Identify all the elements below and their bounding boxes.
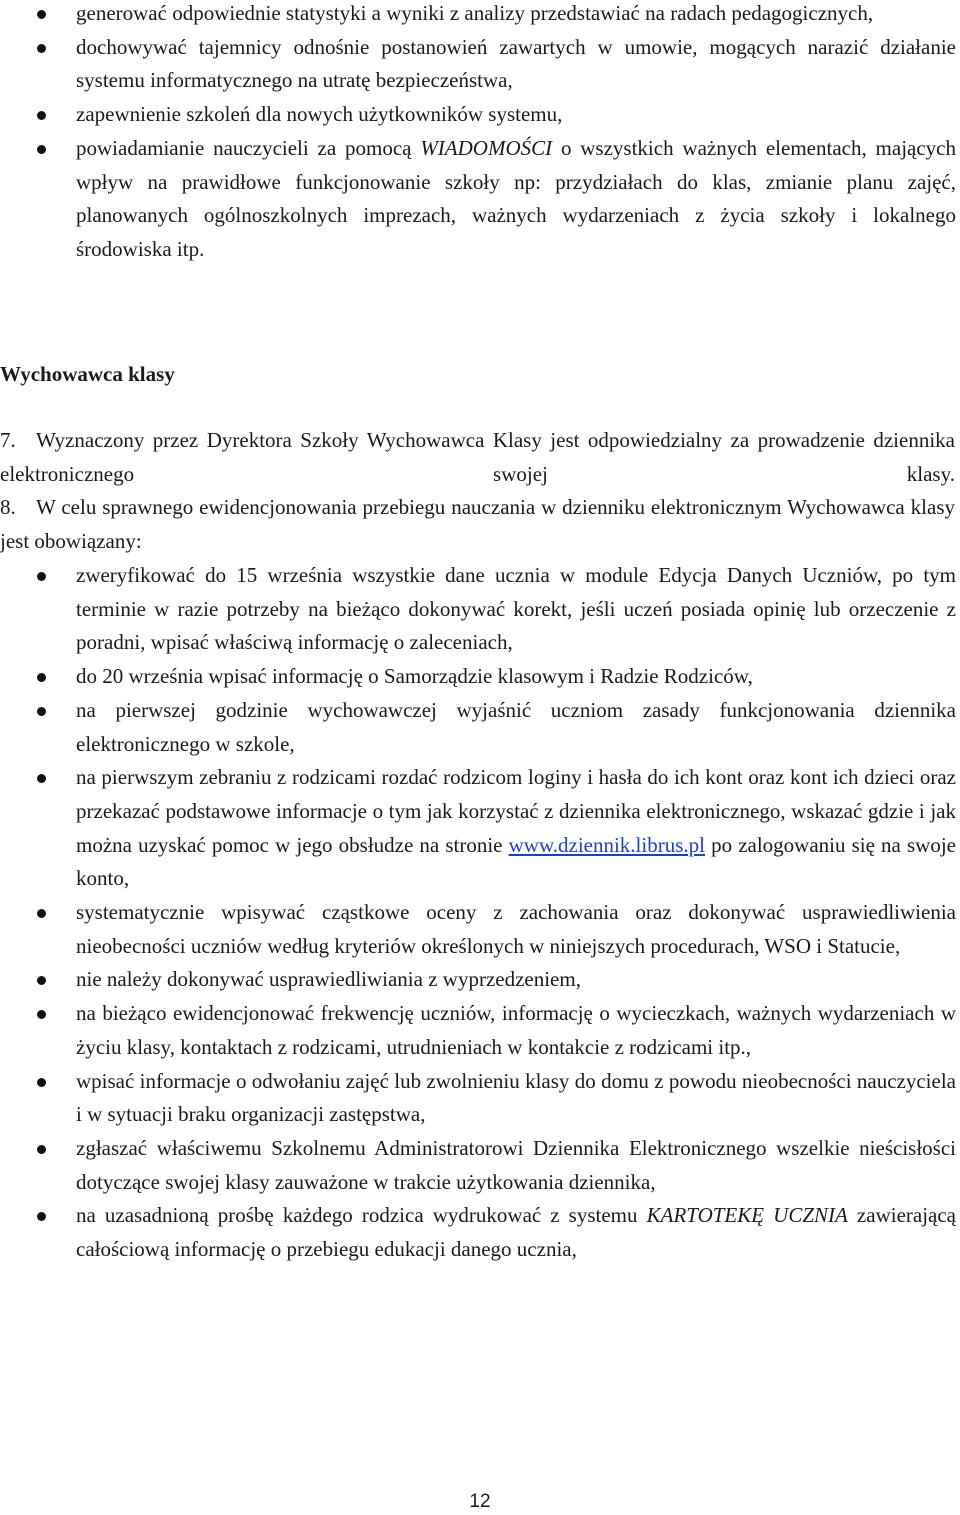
numbered-points [0, 424, 960, 558]
list-item-text: dochowywać tajemnicy odnośnie postanowień zawartych w umowie, mogących narazić działanie systemu informatycznego na utratę bezpieczeństwa, [76, 34, 956, 93]
list-item-text: wpisać informacje o odwołaniu zajęć lub zwolnieniu klasy do domu z powodu nieobecności nauczyciela i w sytuacji braku organizacji zastępstwa, [76, 1068, 956, 1127]
list-item-text: na pierwszej godzinie wychowawczej wyjaśnić uczniom zasady funkcjonowania dziennika elektronicznego w szkole, [76, 697, 956, 756]
bullet-icon [37, 111, 46, 120]
bullet-icon [37, 1010, 46, 1019]
list-item-text: generować odpowiednie statystyki a wyniki z analizy przedstawiać na radach pedagogicznych, [76, 1, 874, 25]
list-item [0, 1199, 960, 1266]
bullet-icon [37, 10, 46, 19]
list-item [0, 1065, 960, 1132]
bullet-icon [37, 44, 46, 53]
list-item-text: do 20 września wpisać informację o Samorządzie klasowym i Radzie Rodziców, [76, 664, 753, 689]
list-item [0, 896, 960, 963]
list-item [0, 660, 960, 694]
list-item-text: nie należy dokonywać usprawiedliwiania z wyprzedzeniem, [76, 967, 581, 992]
point-text: W celu sprawnego ewidencjonowania przebiegu nauczania w dzienniku elektronicznym Wychowawca klasy jest obowiązany: [0, 495, 955, 553]
list-item-text: na uzasadnioną prośbę każdego rodzica wydrukować z systemu KARTOTEKĘ UCZNIA zawierającą całościową informację o przebiegu edukacji danego ucznia, [76, 1203, 956, 1262]
bullet-icon [37, 1212, 46, 1221]
point-number: 7. [0, 428, 16, 452]
bullet-icon [37, 673, 46, 682]
list-item-text: na pierwszym zebraniu z rodzicami rozdać rodzicom loginy i hasła do ich kont oraz kont ich dzieci oraz przekazać podstawowe informacje o tym jak korzystać z dziennika elektronicznego, wskazać gdzie i jak można uzyskać pomoc w jego obsłudze na stronie www.dziennik.librus.pl po zalogowaniu się na swoje konto, [76, 765, 956, 891]
list-item [0, 559, 960, 660]
bullet-list-homeroom-teacher-duties [0, 559, 960, 1267]
emphasis-text: KARTOTEKĘ UCZNIA [646, 1203, 848, 1228]
bullet-icon [37, 145, 46, 154]
section-heading: Wychowawca klasy [0, 362, 175, 386]
list-item-text: systematycznie wpisywać cząstkowe oceny z zachowania oraz dokonywać usprawiedliwienia nieobecności uczniów według kryteriów określonych w niniejszych procedurach, WSO i Statucie, [76, 900, 956, 958]
list-item [0, 98, 960, 132]
list-item [0, 132, 960, 267]
point-8 [0, 491, 960, 558]
page-number: 12 [469, 1491, 491, 1512]
list-item [0, 761, 960, 896]
bullet-icon [37, 572, 46, 581]
list-item-text: zweryfikować do 15 września wszystkie dane ucznia w module Edycja Danych Uczniów, po tym terminie w razie potrzeby na bieżąco dokonywać korekt, jeśli uczeń posiada opinię lub orzeczenie z poradni, wpisać właściwą informację o zaleceniach, [76, 563, 956, 655]
bullet-icon [37, 1078, 46, 1087]
list-item [0, 1132, 960, 1199]
list-item [0, 0, 960, 31]
list-item [0, 694, 960, 761]
website-link[interactable]: www.dziennik.librus.pl [508, 832, 705, 857]
list-item-text: na bieżąco ewidencjonować frekwencję uczniów, informację o wycieczkach, ważnych wydarzeniach w życiu klasy, kontaktach z rodzicami, utrudnieniach w kontakcie z rodzicami itp., [76, 1001, 956, 1059]
list-item-text: powiadamianie nauczycieli za pomocą WIADOMOŚCI o wszystkich ważnych elementach, mających wpływ na prawidłowe funkcjonowanie szkoły np: przydziałach do klas, zmianie planu zajęć, planowanych ogólnoszkolnych imprezach, ważnych wydarzeniach z życia szkoły i lokalnego środowiska itp. [76, 135, 956, 261]
bullet-icon [37, 707, 46, 716]
point-7 [0, 424, 960, 491]
point-number: 8. [0, 495, 16, 519]
list-item-text: zapewnienie szkoleń dla nowych użytkowników systemu, [76, 102, 563, 127]
list-item [0, 963, 960, 997]
bullet-list-responsibilities-admin [0, 0, 960, 267]
list-item-text: zgłaszać właściwemu Szkolnemu Administratorowi Dziennika Elektronicznego wszelkie nieścisłości dotyczące swojej klasy zauważone w trakcie użytkowania dziennika, [76, 1135, 956, 1194]
list-item [0, 997, 960, 1064]
bullet-icon [37, 1145, 46, 1154]
bullet-icon [37, 909, 46, 918]
bullet-icon [37, 774, 46, 783]
list-item [0, 31, 960, 98]
emphasis-text: WIADOMOŚCI [420, 135, 553, 160]
bullet-icon [37, 976, 46, 985]
point-text: Wyznaczony przez Dyrektora Szkoły Wychowawca Klasy jest odpowiedzialny za prowadzenie dziennika elektronicznego swojej klasy. [0, 428, 955, 486]
